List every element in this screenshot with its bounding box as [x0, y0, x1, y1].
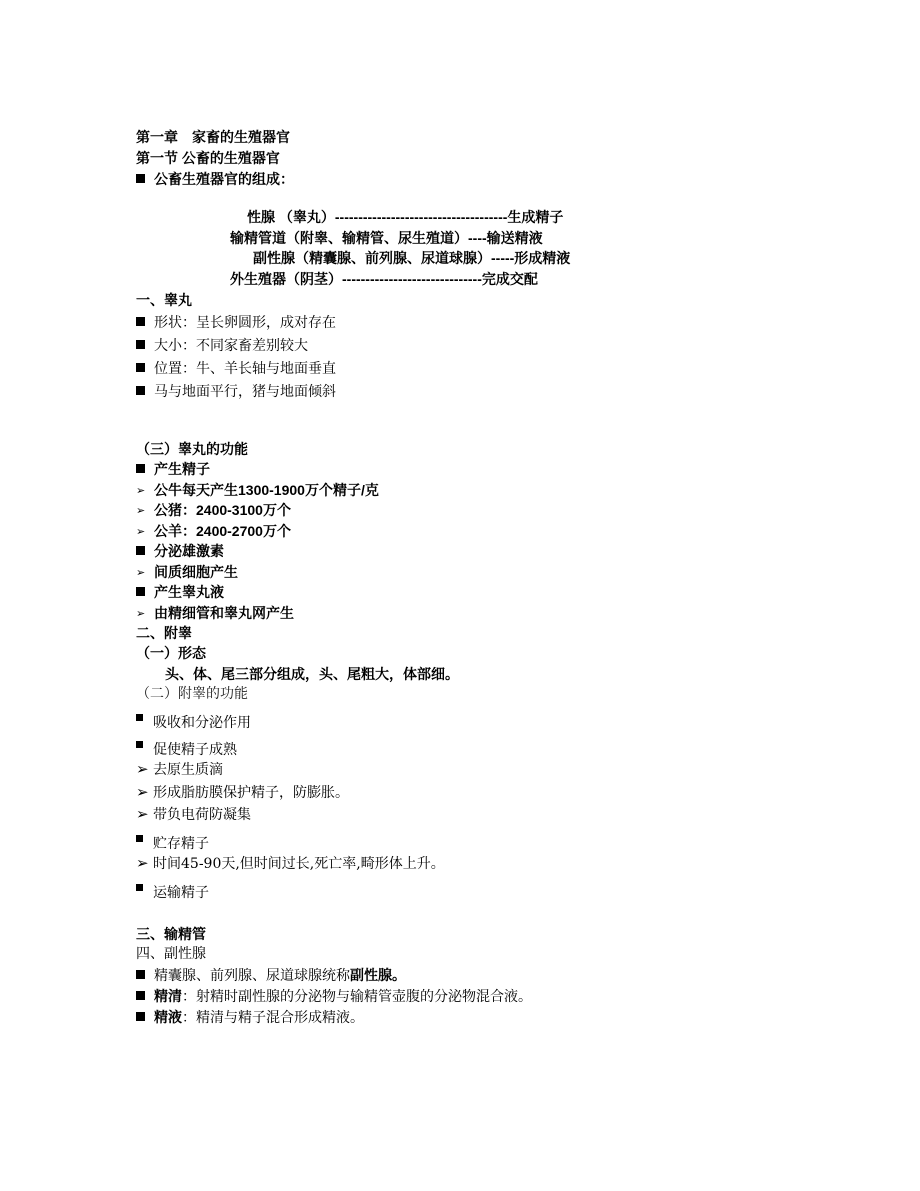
testis-function-6: ➢ 间质细胞产生	[136, 564, 238, 580]
arrow-bullet-icon: ➢	[136, 484, 146, 497]
accessory-item-2: 精清：射精时副性腺的分泌物与输精管壶腹的分泌物混合液。	[136, 987, 532, 1006]
chapter-title: 第一章 家畜的生殖器官	[136, 129, 290, 145]
epididymis-function-8: 运输精子	[136, 884, 209, 902]
testis-function-3: ➢ 公猪：2400-3100万个	[136, 502, 291, 518]
arrow-bullet-icon: ➢	[136, 566, 146, 579]
accessory-item-3: 精液：精清与精子混合形成精液。	[136, 1008, 364, 1027]
arrow-bullet-icon: ➢	[136, 504, 146, 517]
testis-heading: 一、睾丸	[136, 292, 192, 308]
testis-function-heading: （三）睾丸的功能	[136, 441, 248, 457]
epididymis-shape-text: 头、体、尾三部分组成，头、尾粗大，体部细。	[165, 666, 459, 682]
square-bullet-icon	[136, 174, 145, 183]
square-bullet-icon	[136, 317, 145, 326]
square-bullet-icon	[136, 970, 145, 979]
testis-item-1: 形状：呈长卵圆形，成对存在	[136, 314, 336, 332]
arrow-bullet-icon: ➢	[136, 525, 146, 538]
square-bullet-icon	[136, 386, 145, 395]
testis-function-2: ➢ 公牛每天产生1300-1900万个精子/克	[136, 482, 379, 498]
square-bullet-icon	[136, 835, 143, 842]
square-bullet-icon	[136, 714, 143, 721]
square-bullet-icon	[136, 884, 143, 891]
testis-function-8: ➢ 由精细管和睾丸网产生	[136, 605, 294, 621]
composition-line-2: 输精管道（附睾、输精管、尿生殖道）----输送精液	[230, 230, 543, 246]
square-bullet-icon	[136, 991, 145, 1000]
composition-heading: 公畜生殖器官的组成：	[154, 171, 294, 187]
testis-item-4: 马与地面平行，猪与地面倾斜	[136, 383, 336, 401]
accessory-heading: 四、副性腺	[136, 946, 206, 962]
testis-item-3: 位置：牛、羊长轴与地面垂直	[136, 360, 336, 378]
epididymis-function-4: ➢ 形成脂肪膜保护精子，防膨胀。	[136, 783, 349, 801]
square-bullet-icon	[136, 464, 145, 473]
epididymis-function-7: ➢ 时间45-90天,但时间过长,死亡率,畸形体上升。	[136, 854, 445, 872]
section-title: 第一节 公畜的生殖器官	[136, 150, 280, 166]
epididymis-function-5: ➢ 带负电荷防凝集	[136, 805, 251, 823]
accessory-item-1: 精囊腺、前列腺、尿道球腺统称副性腺。	[136, 966, 406, 985]
arrow-bullet-icon: ➢	[136, 783, 149, 801]
composition-line-1: 性腺 （睾丸）-------------------------------------生成精子	[247, 209, 564, 225]
testis-item-2: 大小：不同家畜差别较大	[136, 337, 308, 355]
epididymis-function-3: ➢ 去原生质滴	[136, 760, 223, 778]
arrow-bullet-icon: ➢	[136, 607, 146, 620]
composition-heading-line	[136, 170, 294, 188]
arrow-bullet-icon: ➢	[136, 854, 149, 872]
square-bullet-icon	[136, 741, 143, 748]
epididymis-function-1: 吸收和分泌作用	[136, 714, 251, 732]
testis-function-1: 产生精子	[136, 460, 210, 478]
testis-function-4: ➢ 公羊：2400-2700万个	[136, 523, 291, 539]
epididymis-heading: 二、附睾	[136, 625, 192, 641]
square-bullet-icon	[136, 587, 145, 596]
epididymis-function-6: 贮存精子	[136, 835, 209, 853]
epididymis-function-heading: （二）附睾的功能	[136, 686, 248, 702]
square-bullet-icon	[136, 363, 145, 372]
testis-function-7: 产生睾丸液	[136, 583, 224, 601]
arrow-bullet-icon: ➢	[136, 805, 149, 823]
epididymis-function-2: 促使精子成熟	[136, 741, 237, 759]
composition-line-4: 外生殖器（阴茎）------------------------------完成交配	[230, 271, 538, 287]
vas-deferens-heading: 三、输精管	[136, 926, 206, 942]
epididymis-shape-heading: （一）形态	[136, 645, 206, 661]
square-bullet-icon	[136, 1012, 145, 1021]
square-bullet-icon	[136, 546, 145, 555]
testis-function-5: 分泌雄激素	[136, 542, 224, 560]
square-bullet-icon	[136, 340, 145, 349]
arrow-bullet-icon: ➢	[136, 760, 149, 778]
composition-line-3: 副性腺（精囊腺、前列腺、尿道球腺）-----形成精液	[253, 250, 571, 266]
